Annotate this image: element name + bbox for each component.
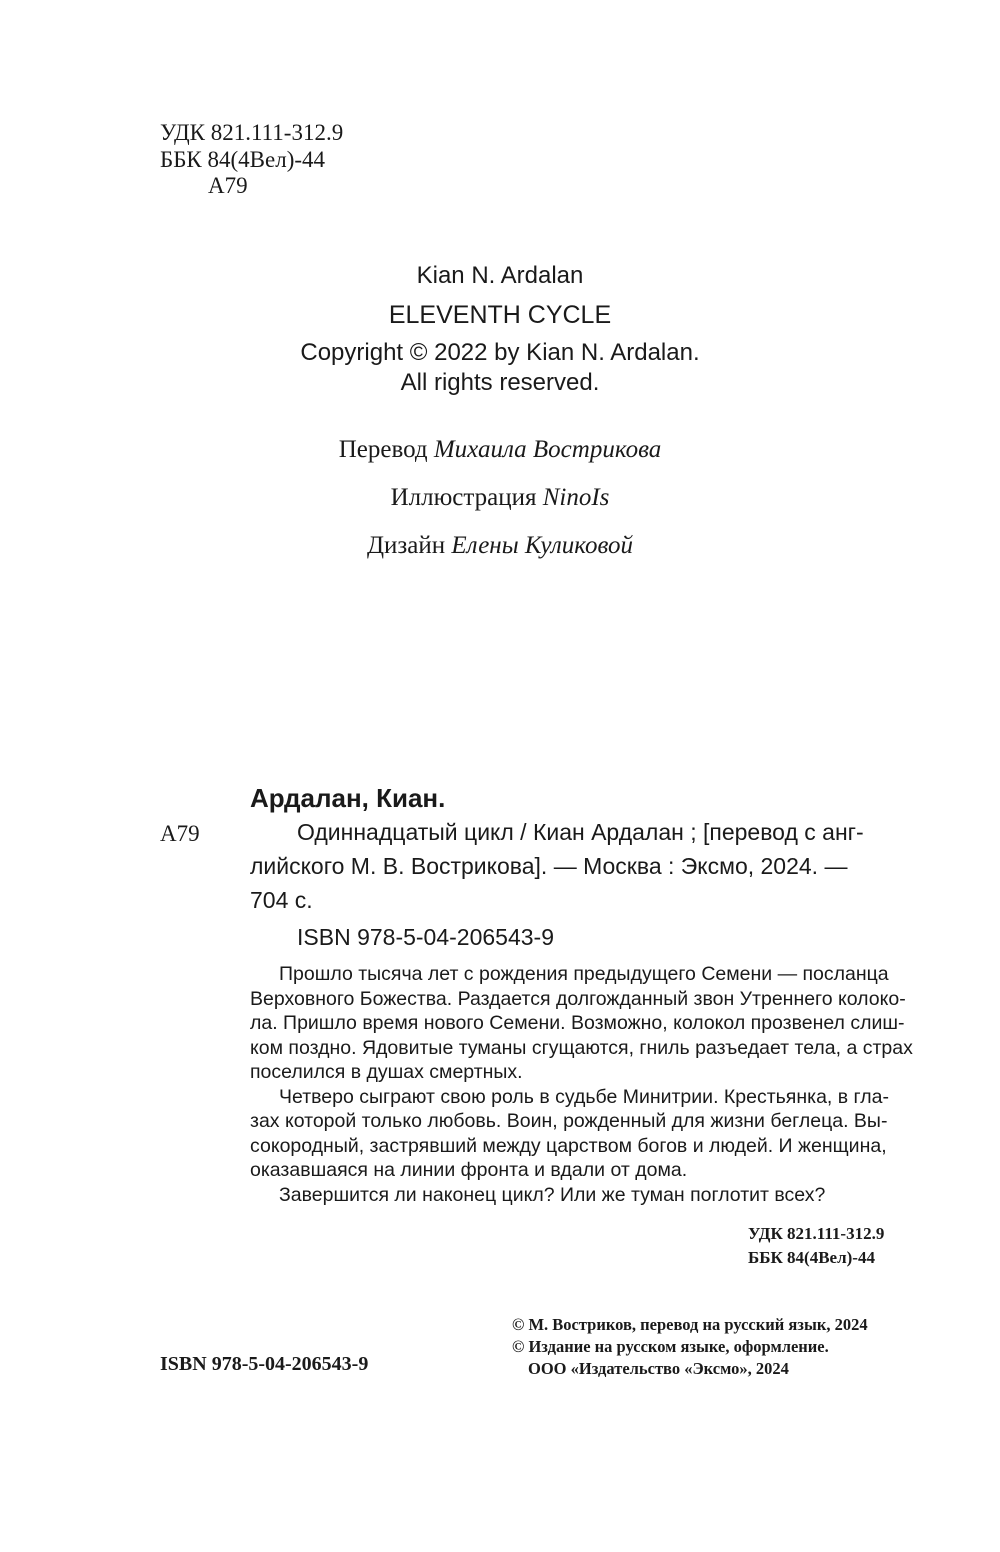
annotation-line: зах которой только любовь. Воин, рожденный для жизни беглеца. Вы- [250,1110,888,1132]
footer-bbk: ББК 84(4Вел)-44 [748,1248,875,1267]
annotation-line: оказавшаяся на линии фронта и вдали от дома. [250,1159,688,1181]
original-title: ELEVENTH CYCLE [388,301,612,329]
credit-person: Елены Куликовой [451,532,633,559]
annotation-line: ком поздно. Ядовитые туманы сгущаются, гниль разъедает тела, а страх [250,1036,913,1059]
annotation-line: Завершится ли наконец цикл? Или же туман поглотит всех? [279,1183,826,1206]
annotation-line: поселился в душах смертных. [250,1061,523,1083]
credit-role: Перевод [338,436,428,463]
annotation-line: Верховного Божества. Раздается долгожданный звон Утреннего колоко- [250,987,906,1010]
original-rights: All rights reserved. [400,369,600,396]
credit-translator [0,436,1000,464]
annotation-line: Прошло тысяча лет с рождения предыдущего Семени — посланца [279,963,889,985]
annotation [250,962,913,1207]
credit-illustrator [0,484,1000,512]
original-author: Kian N. Ardalan [416,262,584,289]
copyright-line: © Издание на русском языке, оформление. [512,1337,829,1356]
author-mark: А79 [208,173,248,198]
copyright-line: © М. Востриков, перевод на русский язык, 2024 [512,1315,868,1334]
credit-person: NinoIs [542,484,610,511]
credit-role: Иллюстрация [390,484,537,511]
annotation-line: ла. Пришло время нового Семени. Возможно, колокол прозвенел слиш- [250,1012,905,1034]
catalog-heading: Ардалан, Киан. [250,783,446,813]
bbk-code: ББК 84(4Вел)-44 [160,147,326,172]
credit-role: Дизайн [366,532,446,559]
udk-code: УДК 821.111-312.9 [160,120,344,145]
catalog-entry-line: лийского М. В. Вострикова]. — Москва : Эксмо, 2024. — [250,853,848,879]
catalog-entry-line: 704 с. [250,887,313,913]
credit-person: Михаила Вострикова [433,436,662,463]
catalog-entry-line: Одиннадцатый цикл / Киан Ардалан ; [перевод с анг- [297,819,864,845]
annotation-line: сокородный, застрявший между царством богов и людей. И женщина, [250,1134,887,1157]
annotation-line: Четверо сыграют свою роль в судьбе Минитрии. Крестьянка, в гла- [279,1085,889,1108]
catalog-author-mark: А79 [160,821,200,846]
credit-designer [0,532,1000,560]
footer-udk: УДК 821.111-312.9 [748,1224,885,1243]
catalog-isbn: ISBN 978-5-04-206543-9 [297,924,554,950]
original-copyright: Copyright © 2022 by Kian N. Ardalan. [300,339,700,366]
footer-isbn: ISBN 978-5-04-206543-9 [160,1353,369,1375]
copyright-line: ООО «Издательство «Эксмо», 2024 [528,1359,789,1378]
